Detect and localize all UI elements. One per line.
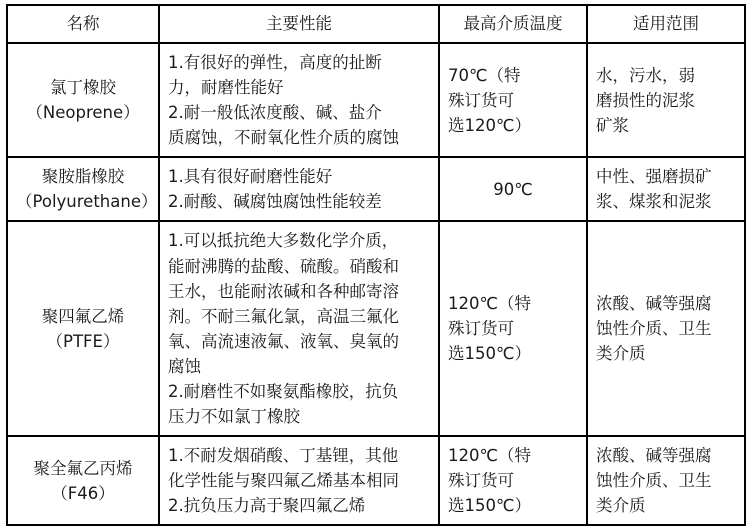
table-header — [7, 5, 745, 43]
cell-application-scope — [587, 436, 745, 525]
text-line: （F46） — [51, 483, 115, 503]
text-line: （PTFE） — [46, 331, 120, 351]
text-line: 70℃（特 — [448, 65, 521, 85]
cell-performance — [159, 43, 439, 157]
text-line: 类介质 — [596, 344, 646, 364]
cell-material-name — [7, 436, 159, 525]
text-line: 120℃（特 — [448, 294, 532, 314]
text-line: 1.具有很好耐磨性能好 — [168, 167, 333, 187]
text-line: 腐蚀 — [168, 356, 201, 376]
cell-material-name — [7, 157, 159, 221]
text-line: 聚全氟乙丙烯 — [33, 458, 133, 478]
text-line: 1.不耐发烟硝酸、丁基锂，其他 — [168, 446, 399, 466]
table-row — [7, 157, 745, 221]
text-line: 1.有很好的弹性，高度的扯断 — [168, 53, 382, 72]
text-line: 聚胺脂橡胶 — [41, 167, 125, 187]
text-line: 王水，也能耐浓碱和各种邮寄溶 — [168, 281, 399, 301]
cell-material-name — [7, 221, 159, 436]
column-header-name: 名称 — [7, 5, 159, 43]
cell-material-name — [7, 43, 159, 157]
text-line: 120℃（特 — [448, 446, 532, 466]
text-line: 2.耐酸、碱腐蚀腐蚀性能较差 — [168, 192, 382, 212]
text-line: 2.耐一般低浓度酸、碱、盐介 — [168, 103, 382, 123]
text-line: 蚀性介质、卫生 — [596, 319, 712, 339]
text-line: 压力不如氯丁橡胶 — [168, 407, 300, 427]
table-row — [7, 436, 745, 525]
text-line: 90℃ — [493, 179, 533, 199]
text-line: 质腐蚀，不耐氧化性介质的腐蚀 — [168, 128, 399, 148]
table-row — [7, 43, 745, 157]
text-line: 中性、强磨损矿 — [596, 167, 712, 187]
table-row — [7, 221, 745, 436]
text-line: 聚四氟乙烯 — [41, 306, 125, 326]
text-line: 殊订货可 — [448, 471, 514, 491]
text-line: 磨损性的泥浆 — [596, 90, 695, 110]
text-line: 选150℃） — [448, 344, 532, 364]
text-line: 类介质 — [596, 496, 646, 516]
text-line: （Neoprene） — [26, 103, 140, 123]
text-line: 矿浆 — [596, 115, 629, 135]
text-line: 水，污水，弱 — [596, 65, 695, 85]
cell-performance — [159, 157, 439, 221]
text-line: 氯丁橡胶 — [50, 78, 116, 98]
column-header-max-temperature: 最高介质温度 — [439, 5, 587, 43]
cell-max-temperature — [439, 436, 587, 525]
column-header-application-scope: 适用范围 — [587, 5, 745, 43]
text-line: 2.耐磨性不如聚氨酯橡胶，抗负 — [168, 381, 399, 401]
cell-application-scope — [587, 43, 745, 157]
table-body — [7, 43, 745, 525]
text-line: 力，耐磨性能好 — [168, 78, 284, 98]
text-line: 浆、煤浆和泥浆 — [596, 192, 712, 212]
cell-max-temperature — [439, 43, 587, 157]
cell-application-scope — [587, 221, 745, 436]
text-line: 剂。不耐三氟化氯，高温三氟化 — [168, 306, 399, 326]
text-line: 2.抗负压力高于聚四氟乙烯 — [168, 496, 366, 516]
text-line: 氧、高流速液氟、液氧、臭氧的 — [168, 331, 399, 351]
column-header-performance: 主要性能 — [159, 5, 439, 43]
cell-performance — [159, 221, 439, 436]
text-line: 1.可以抵抗绝大多数化学介质， — [168, 231, 399, 251]
lining-material-spec-table — [6, 4, 746, 526]
text-line: 殊订货可 — [448, 90, 514, 110]
text-line: 能耐沸腾的盐酸、硫酸。硝酸和 — [168, 256, 399, 276]
cell-max-temperature — [439, 221, 587, 436]
text-line: 选120℃） — [448, 115, 532, 135]
cell-application-scope — [587, 157, 745, 221]
text-line: 浓酸、碱等强腐 — [596, 294, 712, 314]
table-header-row — [7, 5, 745, 43]
text-line: 浓酸、碱等强腐 — [596, 446, 712, 466]
cell-max-temperature — [439, 157, 587, 221]
text-line: 化学性能与聚四氟乙烯基本相同 — [168, 471, 399, 491]
cell-performance — [159, 436, 439, 525]
text-line: 殊订货可 — [448, 319, 514, 339]
text-line: （Polyurethane） — [16, 192, 158, 212]
text-line: 蚀性介质、卫生 — [596, 471, 712, 491]
text-line: 选150℃） — [448, 496, 532, 516]
